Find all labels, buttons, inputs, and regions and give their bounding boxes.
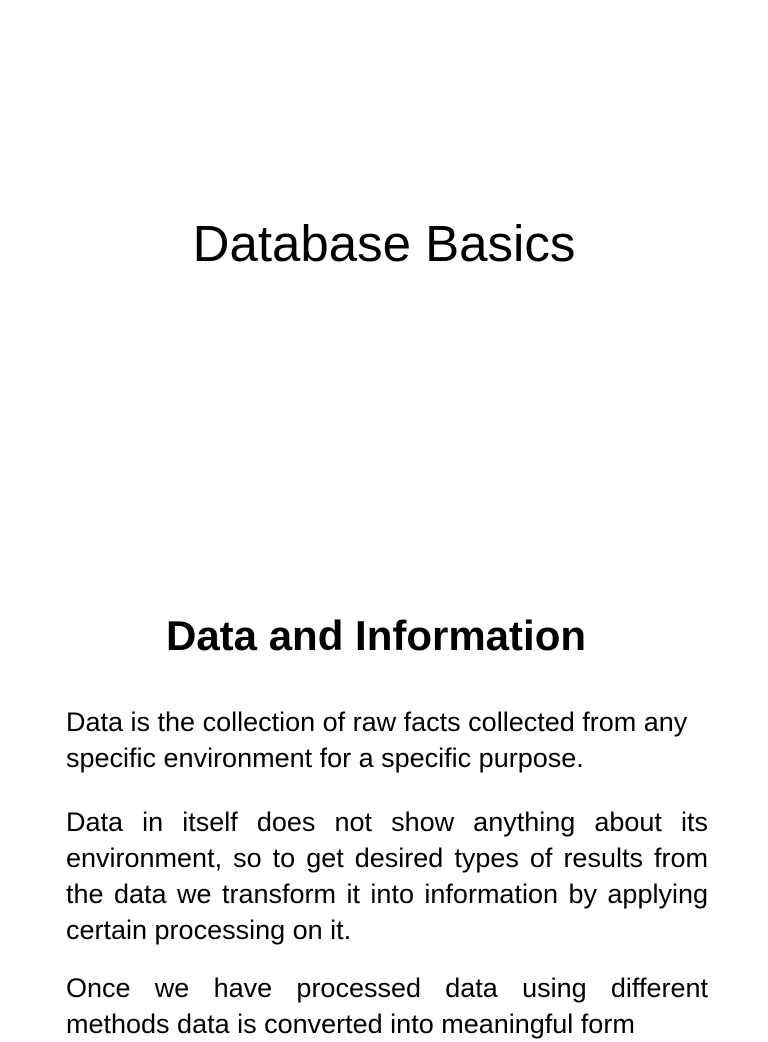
- slide-data-and-information: [0, 576, 768, 1039]
- body-paragraph: Data in itself does not show anything about its environment, so to get desired types of results from the data we transform it into information by applying certain processing on it.: [66, 807, 708, 945]
- slide-title: Database Basics: [192, 215, 576, 272]
- body-paragraph: Once we have processed data using different methods data is converted into meaningful form: [66, 973, 708, 1039]
- slide-body: [66, 704, 708, 1042]
- body-paragraph: Data is the collection of raw facts collected from any specific environment for a specific purpose.: [66, 707, 688, 773]
- slide-heading: Data and Information: [165, 612, 587, 659]
